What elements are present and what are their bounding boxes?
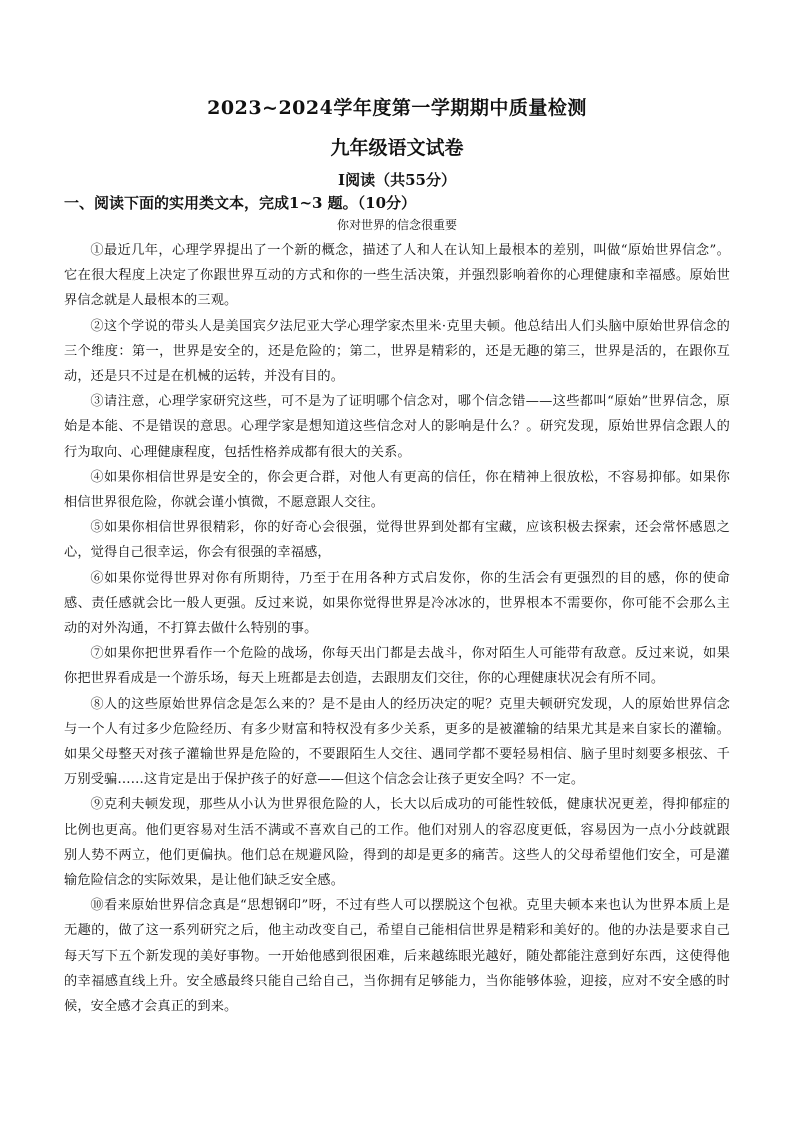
paragraph-9: ⑨克利夫顿发现，那些从小认为世界很危险的人，长大以后成功的可能性较低，健康状况更差，得抑郁症的比例也更高。他们更容易对生活不满或不喜欢自己的工作。他们对别人的容忍度更低，容易因为一点小分歧就跟别人势不两立，他们更偏执。他们总在规避风险，得到的却是更多的痛苦。这些人的父母希望他们安全，可是灌输危险信念的实际效果，是让他们缺乏安全感。 <box>64 797 730 889</box>
exam-subtitle: 九年级语文试卷 <box>330 137 464 159</box>
paragraph-2: ②这个学说的带头人是美国宾夕法尼亚大学心理学家杰里米·克里夫顿。他总结出人们头脑中原始世界信念的三个维度：第一，世界是安全的，还是危险的；第二，世界是精彩的，还是无趣的第三，世界是活的，在跟你互动，还是只不过是在机械的运转，并没有目的。 <box>64 318 730 385</box>
exam-page <box>64 96 730 1019</box>
part-title: Ⅰ阅读（共55分） <box>338 171 456 189</box>
paragraph-8: ⑧人的这些原始世界信念是怎么来的？是不是由人的经历决定的呢？克里夫顿研究发现，人的原始世界信念与一个人有过多少危险经历、有多少财富和特权没有多少关系，更多的是被灌输的结果尤其是来自家长的灌输。如果父母整天对孩子灌输世界是危险的，不要跟陌生人交往、遇同学都不要轻易相信、脑子里时刻要多根弦、千万别受骗……这肯定是出于保护孩子的好意——但这个信念会让孩子更安全吗？不一定。 <box>64 696 730 788</box>
paragraph-7: ⑦如果你把世界看作一个危险的战场，你每天出门都是去战斗，你对陌生人可能带有敌意。反过来说，如果你把世界看成是一个游乐场，每天上班都是去创造，去跟朋友们交往，你的心理健康状况会有所不同。 <box>64 646 730 687</box>
article-title: 你对世界的信念很重要 <box>336 218 457 232</box>
paragraph-1: ①最近几年，心理学界提出了一个新的概念，描述了人和人在认知上最根本的差别，叫做“原始世界信念”。它在很大程度上决定了你跟世界互动的方式和你的一些生活决策，并强烈影响着你的心理健康和幸福感。原始世界信念就是人最根本的三观。 <box>64 243 730 309</box>
paragraph-5: ⑤如果你相信世界很精彩，你的好奇心会很强，觉得世界到处都有宝藏，应该积极去探索，还会常怀感恩之心，觉得自己很幸运，你会有很强的幸福感， <box>64 520 730 561</box>
paragraph-6: ⑥如果你觉得世界对你有所期待，乃至于在用各种方式启发你，你的生活会有更强烈的目的感，你的使命感、责任感就会比一般人更强。反过来说，如果你觉得世界是冷冰冰的，世界根本不需要你，你可能不会那么主动的对外沟通，不打算去做什么特别的事。 <box>64 570 730 637</box>
article-body <box>64 238 730 1019</box>
section-heading: 一、阅读下面的实用类文本，完成1~3 题。（10分） <box>64 194 417 212</box>
exam-title: 2023~2024学年度第一学期期中质量检测 <box>207 97 587 119</box>
paragraph-3: ③请注意，心理学家研究这些，可不是为了证明哪个信念对，哪个信念错——这些都叫“原始”世界信念，原始是本能、不是错误的意思。心理学家是想知道这些信念对人的影响是什么？。研究发现，原始世界信念跟人的行为取向、心理健康程度，包括性格养成都有很大的关系。 <box>64 394 730 460</box>
paragraph-4: ④如果你相信世界是安全的，你会更合群，对他人有更高的信任，你在精神上很放松，不容易抑郁。如果你相信世界很危险，你就会谨小慎微，不愿意跟人交往。 <box>64 469 730 511</box>
paragraph-10: ⑩看来原始世界信念真是“思想钢印”呀，不过有些人可以摆脱这个包袱。克里夫顿本来也认为世界本质上是无趣的，做了这一系列研究之后，他主动改变自己，希望自己能相信世界是精彩和美好的。他的办法是要求自己每天写下五个新发现的美好事物。一开始他感到很困难，后来越练眼光越好，随处都能注意到好东西，这使得他的幸福感直线上升。安全感最终只能自己给自己，当你拥有足够能力，当你能够体验，迎接，应对不安全感的时候，安全感才会真正的到来。 <box>64 898 730 1015</box>
